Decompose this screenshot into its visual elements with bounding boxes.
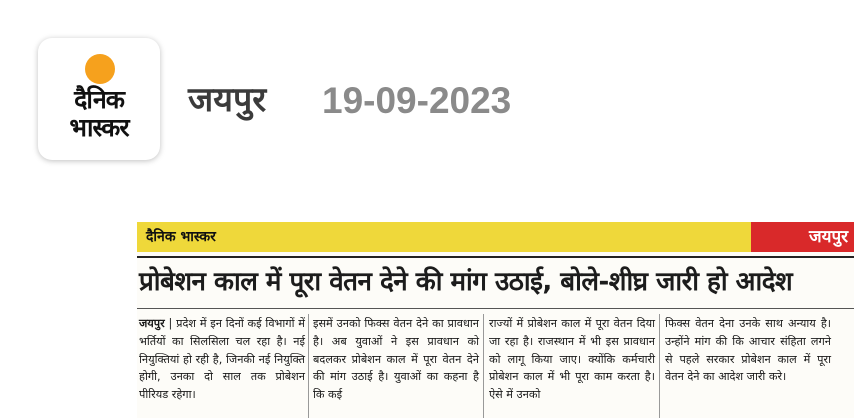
edition-date: 19-09-2023 — [322, 80, 512, 121]
news-clipping — [137, 222, 854, 418]
logo-text-line1: दैनिक — [74, 85, 124, 114]
column-divider — [308, 314, 309, 418]
clipping-brand: दैनिक भास्कर — [146, 229, 216, 245]
sun-icon — [85, 54, 115, 84]
column-divider — [659, 314, 660, 418]
column-divider — [483, 314, 484, 418]
article-column-1: जयपुर | प्रदेश में इन दिनों कई विभागों में भर्तियों का सिलसिला चल रहा है। नई नियुक्तियां हो रही है, जिनकी नई नियुक्ति होगी, उनका दो साल तक प्रोबेशन पीरियड रहेगा। — [139, 317, 305, 402]
article-column-3 — [489, 315, 655, 404]
column-4-text: फिक्स वेतन देना उनके साथ अन्याय है। उन्होंने मांग की कि आचार संहिता लगने से पहले सरकार प्रोबेशन काल में पूरा वेतन देने का आदेश जारी करे। — [665, 317, 831, 384]
article-dateline: जयपुर — [139, 317, 165, 330]
column-1-text: प्रदेश में इन दिनों कई विभागों में भर्तियों का सिलसिला चल रहा है। नई नियुक्तियां हो रही है, जिनकी नई नियुक्ति होगी, उनका दो साल तक प्रोबेशन पीरियड रहेगा। — [139, 317, 305, 402]
app-logo — [38, 38, 160, 160]
headline-rule-top — [137, 256, 854, 258]
column-2-text: इसमें उनको फिक्स वेतन देने का प्रावधान है। अब युवाओं ने इस प्रावधान को बदलकर प्रोबेशन काल में पूरा वेतन देने की मांग उठाई है। युवाओं का कहना है कि कई — [313, 317, 479, 402]
logo-text-line2: भास्कर — [69, 113, 129, 142]
article-column-4 — [665, 315, 831, 386]
headline-rule-bottom — [137, 308, 854, 309]
masthead-band — [137, 222, 854, 252]
clipping-city-tag: जयपुर — [809, 227, 849, 247]
edition-city: जयपुर — [188, 80, 267, 120]
article-headline: प्रोबेशन काल में पूरा वेतन देने की मांग उठाई, बोले-शीघ्र जारी हो आदेश — [139, 267, 793, 297]
article-column-2 — [313, 315, 479, 404]
column-3-text: राज्यों में प्रोबेशन काल में पूरा वेतन दिया जा रहा है। राजस्थान में भी इस प्रावधान को लागू किया जाए। क्योंकि कर्मचारी प्रोबेशन काल में भी पूरा काम करता है। ऐसे में उनको — [489, 317, 655, 402]
